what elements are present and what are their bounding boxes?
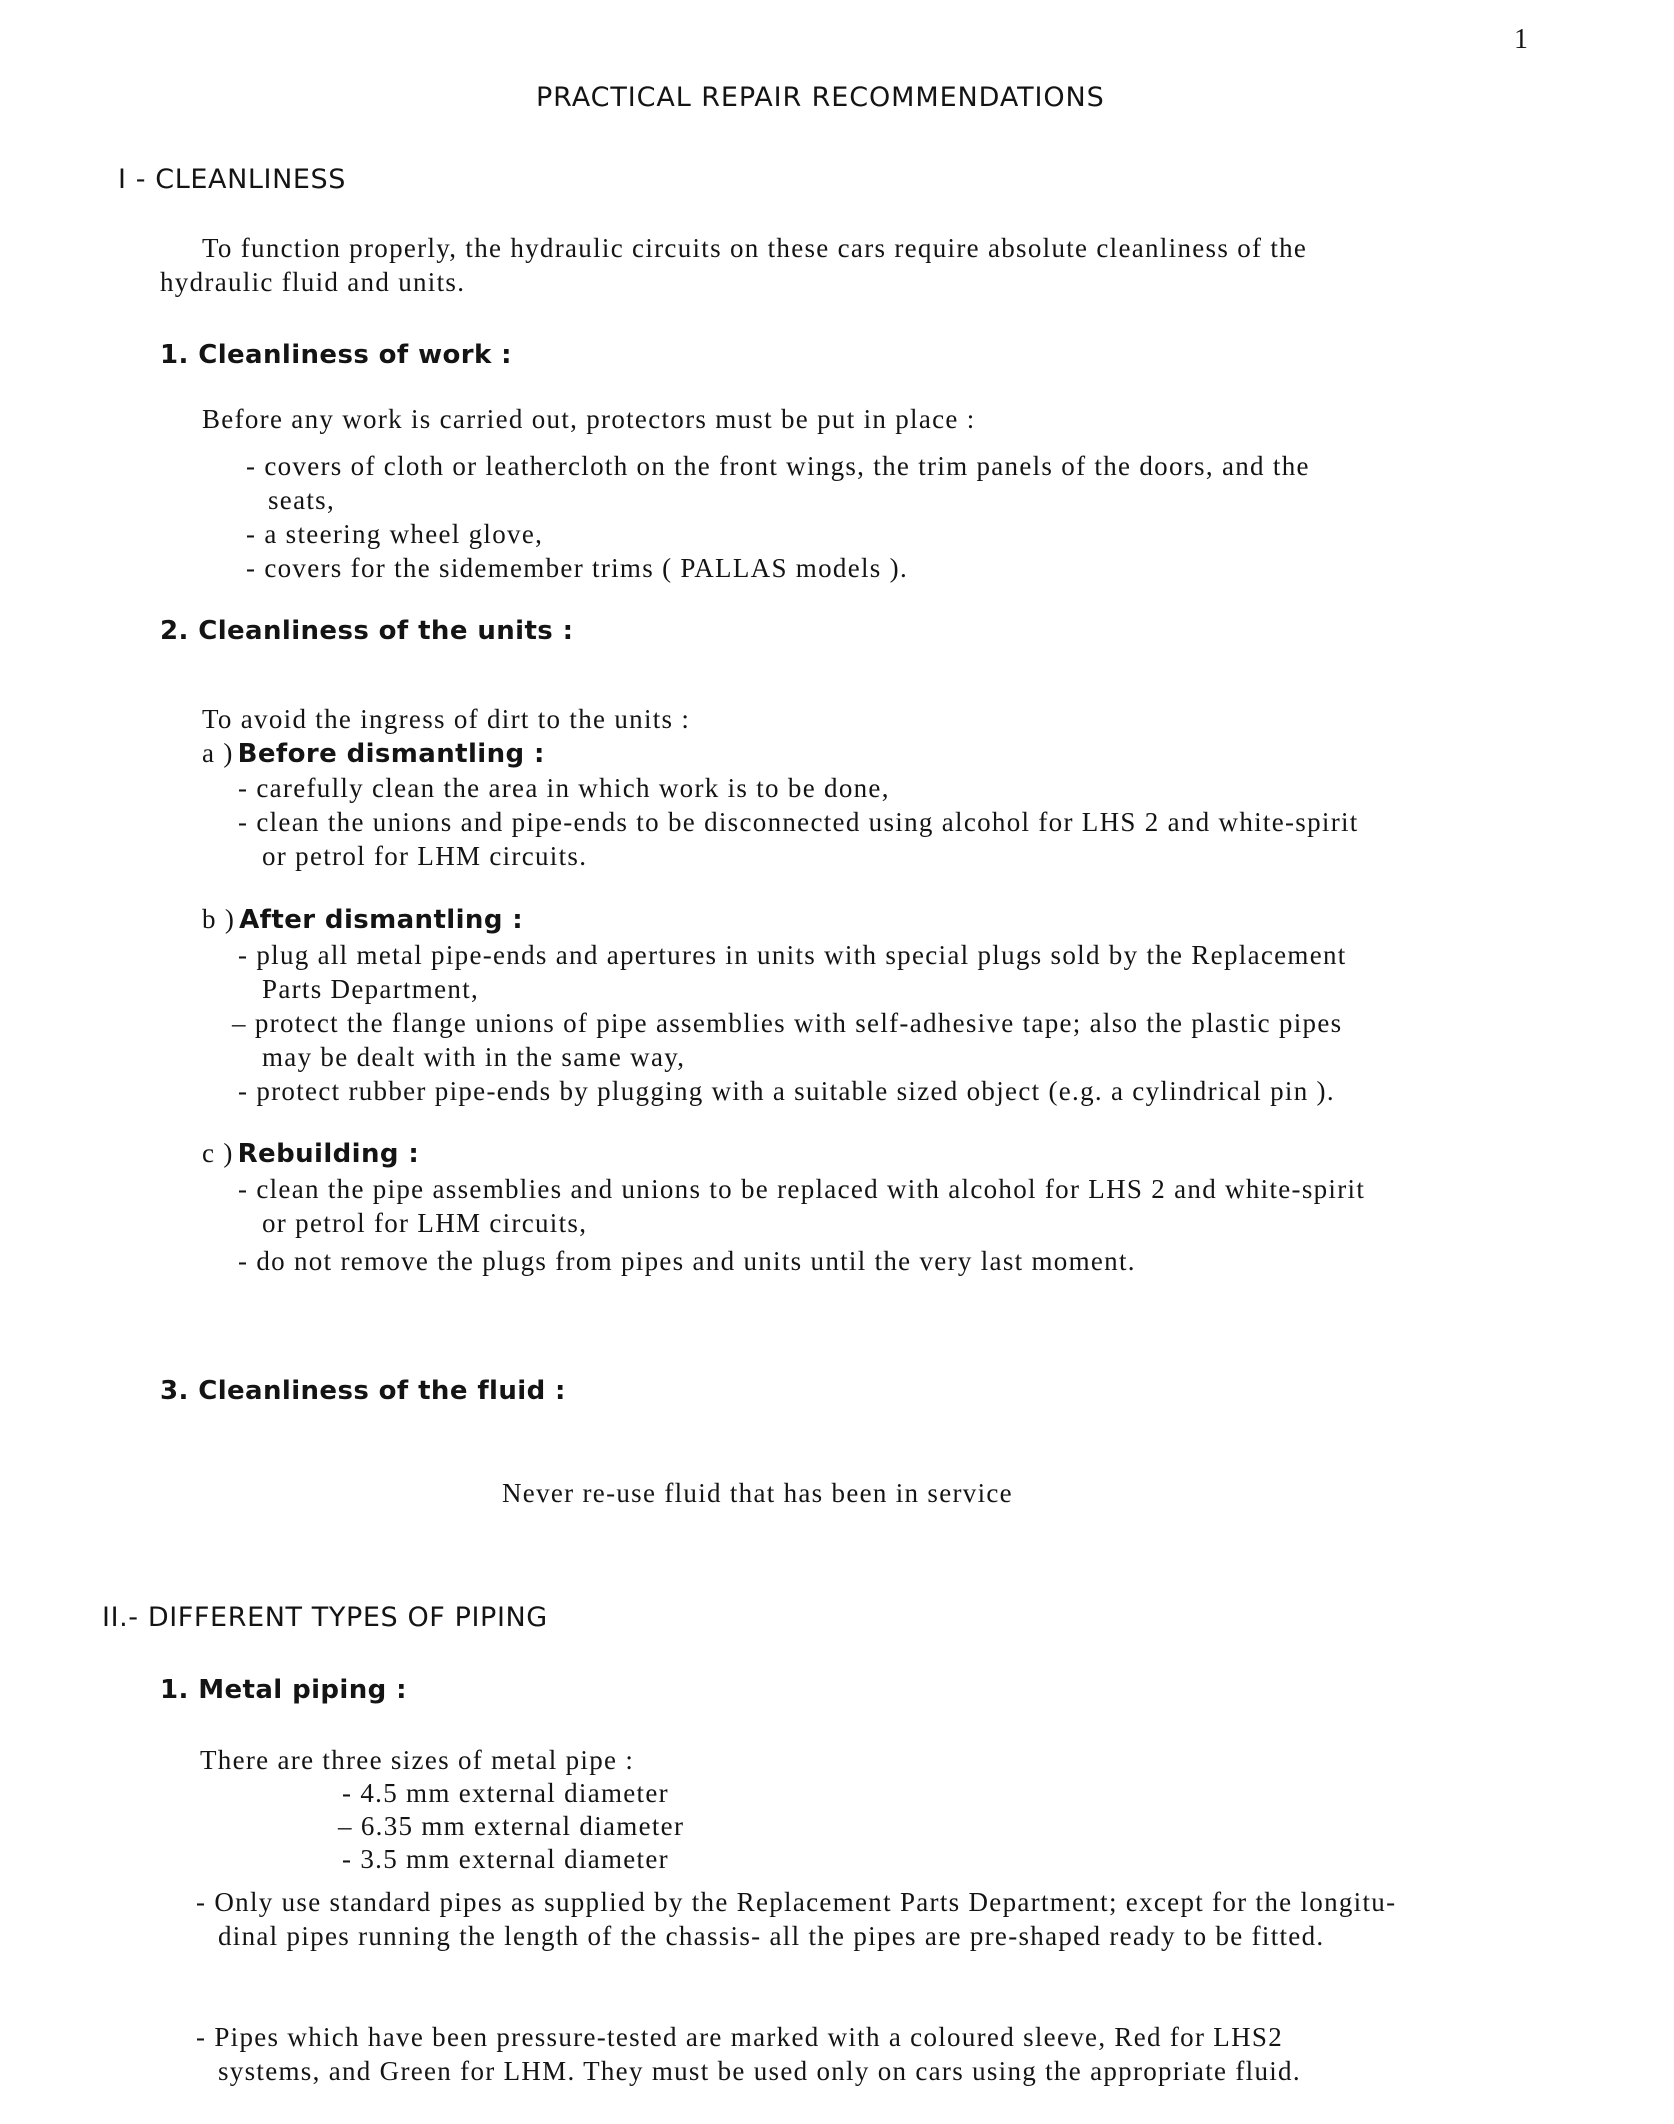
section-heading-cleanliness: I - CLEANLINESS <box>118 164 347 195</box>
sublist-marker: a ) <box>202 738 234 768</box>
subheading-cleanliness-of-fluid: 3. Cleanliness of the fluid : <box>160 1376 566 1406</box>
pipe-size-item: – 6.35 mm external diameter <box>338 1811 685 1841</box>
list-item: – protect the flange unions of pipe assemblies with self-adhesive tape; also the plastic pipes <box>232 1008 1343 1038</box>
list-item: - do not remove the plugs from pipes and units until the very last moment. <box>238 1246 1136 1276</box>
sublist-label: After dismantling : <box>239 905 524 935</box>
intro-line: To function properly, the hydraulic circuits on these cars require absolute cleanliness of the <box>202 233 1308 263</box>
sublist-marker: b ) <box>202 904 236 934</box>
list-item: - covers for the sidemember trims ( PALLAS models ). <box>246 553 908 583</box>
section-heading-piping: II.- DIFFERENT TYPES OF PIPING <box>102 1602 548 1633</box>
sublist-marker: c ) <box>202 1138 234 1168</box>
list-item: - Pipes which have been pressure-tested are marked with a coloured sleeve, Red for LHS2 <box>196 2022 1284 2052</box>
list-item-continuation: or petrol for LHM circuits. <box>262 841 588 871</box>
sublist-a-heading <box>202 738 545 769</box>
pipe-size-item: - 4.5 mm external diameter <box>342 1778 669 1808</box>
intro-line: hydraulic fluid and units. <box>160 267 466 297</box>
centered-note: Never re-use fluid that has been in service <box>502 1478 1013 1508</box>
list-item: - Only use standard pipes as supplied by the Replacement Parts Department; except for the longitu- <box>196 1887 1397 1917</box>
pipe-size-item: - 3.5 mm external diameter <box>342 1844 669 1874</box>
sublist-label: Before dismantling : <box>237 739 545 769</box>
subheading-cleanliness-of-work: 1. Cleanliness of work : <box>160 340 512 370</box>
list-item-continuation: systems, and Green for LHM. They must be used only on cars using the appropriate fluid. <box>218 2056 1301 2086</box>
paragraph: There are three sizes of metal pipe : <box>200 1745 635 1775</box>
paragraph: Before any work is carried out, protectors must be put in place : <box>202 404 976 434</box>
list-item-continuation: seats, <box>268 485 336 515</box>
list-item: - plug all metal pipe-ends and apertures in units with special plugs sold by the Replacement <box>238 940 1347 970</box>
list-item-continuation: or petrol for LHM circuits, <box>262 1208 588 1238</box>
list-item: - carefully clean the area in which work is to be done, <box>238 773 890 803</box>
sublist-c-heading <box>202 1138 419 1169</box>
list-item: - clean the unions and pipe-ends to be disconnected using alcohol for LHS 2 and white-spirit <box>238 807 1359 837</box>
list-item-continuation: may be dealt with in the same way, <box>262 1042 686 1072</box>
list-item: - a steering wheel glove, <box>246 519 544 549</box>
list-item: - protect rubber pipe-ends by plugging with a suitable sized object (e.g. a cylindrical pin ). <box>238 1076 1335 1106</box>
page-number: 1 <box>1514 24 1528 55</box>
subheading-metal-piping: 1. Metal piping : <box>160 1675 407 1705</box>
sublist-b-heading <box>202 904 523 935</box>
sublist-label: Rebuilding : <box>237 1139 420 1169</box>
list-item-continuation: Parts Department, <box>262 974 480 1004</box>
list-item: - clean the pipe assemblies and unions to be replaced with alcohol for LHS 2 and white-spirit <box>238 1174 1366 1204</box>
paragraph: To avoid the ingress of dirt to the units : <box>202 704 691 734</box>
list-item: - covers of cloth or leathercloth on the front wings, the trim panels of the doors, and the <box>246 451 1310 481</box>
subheading-cleanliness-of-units: 2. Cleanliness of the units : <box>160 616 574 646</box>
list-item-continuation: dinal pipes running the length of the chassis- all the pipes are pre-shaped ready to be fitted. <box>218 1921 1325 1951</box>
page-title: PRACTICAL REPAIR RECOMMENDATIONS <box>536 82 1105 113</box>
